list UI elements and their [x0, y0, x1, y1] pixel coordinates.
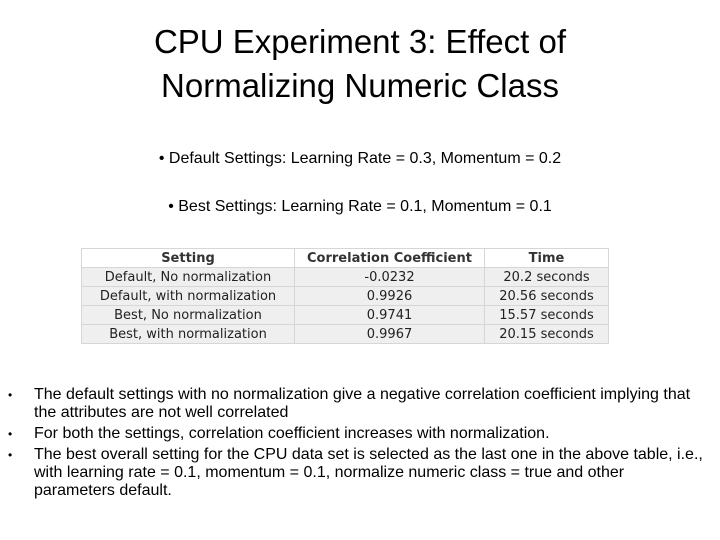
cell-setting: Best, with normalization	[82, 325, 295, 344]
table-row	[82, 306, 609, 325]
results-table	[81, 248, 609, 344]
table-row	[82, 268, 609, 287]
table-header-row	[82, 249, 609, 268]
cell-correlation: -0.0232	[295, 268, 485, 287]
slide-title-line-1: CPU Experiment 3: Effect of	[153, 23, 567, 60]
best-settings-text: • Best Settings: Learning Rate = 0.1, Momentum = 0.1	[168, 198, 552, 215]
slide-title-line-2: Normalizing Numeric Class	[161, 67, 559, 104]
cell-time: 15.57 seconds	[485, 306, 609, 325]
bullet-item	[0, 386, 720, 422]
header-setting: Setting	[82, 249, 295, 268]
bullet-text: The default settings with no normalization give a negative correlation coefficient implying that the attributes are not well correlated	[34, 386, 691, 421]
header-time: Time	[485, 249, 609, 268]
cell-time: 20.56 seconds	[485, 287, 609, 306]
cell-time: 20.2 seconds	[485, 268, 609, 287]
bullet-text: The best overall setting for the CPU data set is selected as the last one in the above table, i.e., with learning rate = 0.1, momentum = 0.1, normalize numeric class = true and other parameters default.	[34, 446, 703, 499]
header-correlation-coefficient: Correlation Coefficient	[295, 249, 485, 268]
table-row	[82, 287, 609, 306]
table-row	[82, 325, 609, 344]
conclusion-bullets	[0, 386, 720, 503]
cell-correlation: 0.9967	[295, 325, 485, 344]
bullet-marker: •	[8, 448, 13, 462]
bullet-marker: •	[8, 388, 13, 402]
slide-title	[0, 20, 720, 108]
cell-setting: Default, No normalization	[82, 268, 295, 287]
cell-time: 20.15 seconds	[485, 325, 609, 344]
bullet-item	[0, 425, 720, 443]
bullet-text: For both the settings, correlation coefficient increases with normalization.	[34, 425, 550, 442]
cell-setting: Default, with normalization	[82, 287, 295, 306]
bullet-marker: •	[8, 427, 13, 441]
bullet-item	[0, 446, 720, 500]
cell-correlation: 0.9926	[295, 287, 485, 306]
cell-correlation: 0.9741	[295, 306, 485, 325]
default-settings-text: • Default Settings: Learning Rate = 0.3, Momentum = 0.2	[158, 150, 562, 167]
cell-setting: Best, No normalization	[82, 306, 295, 325]
